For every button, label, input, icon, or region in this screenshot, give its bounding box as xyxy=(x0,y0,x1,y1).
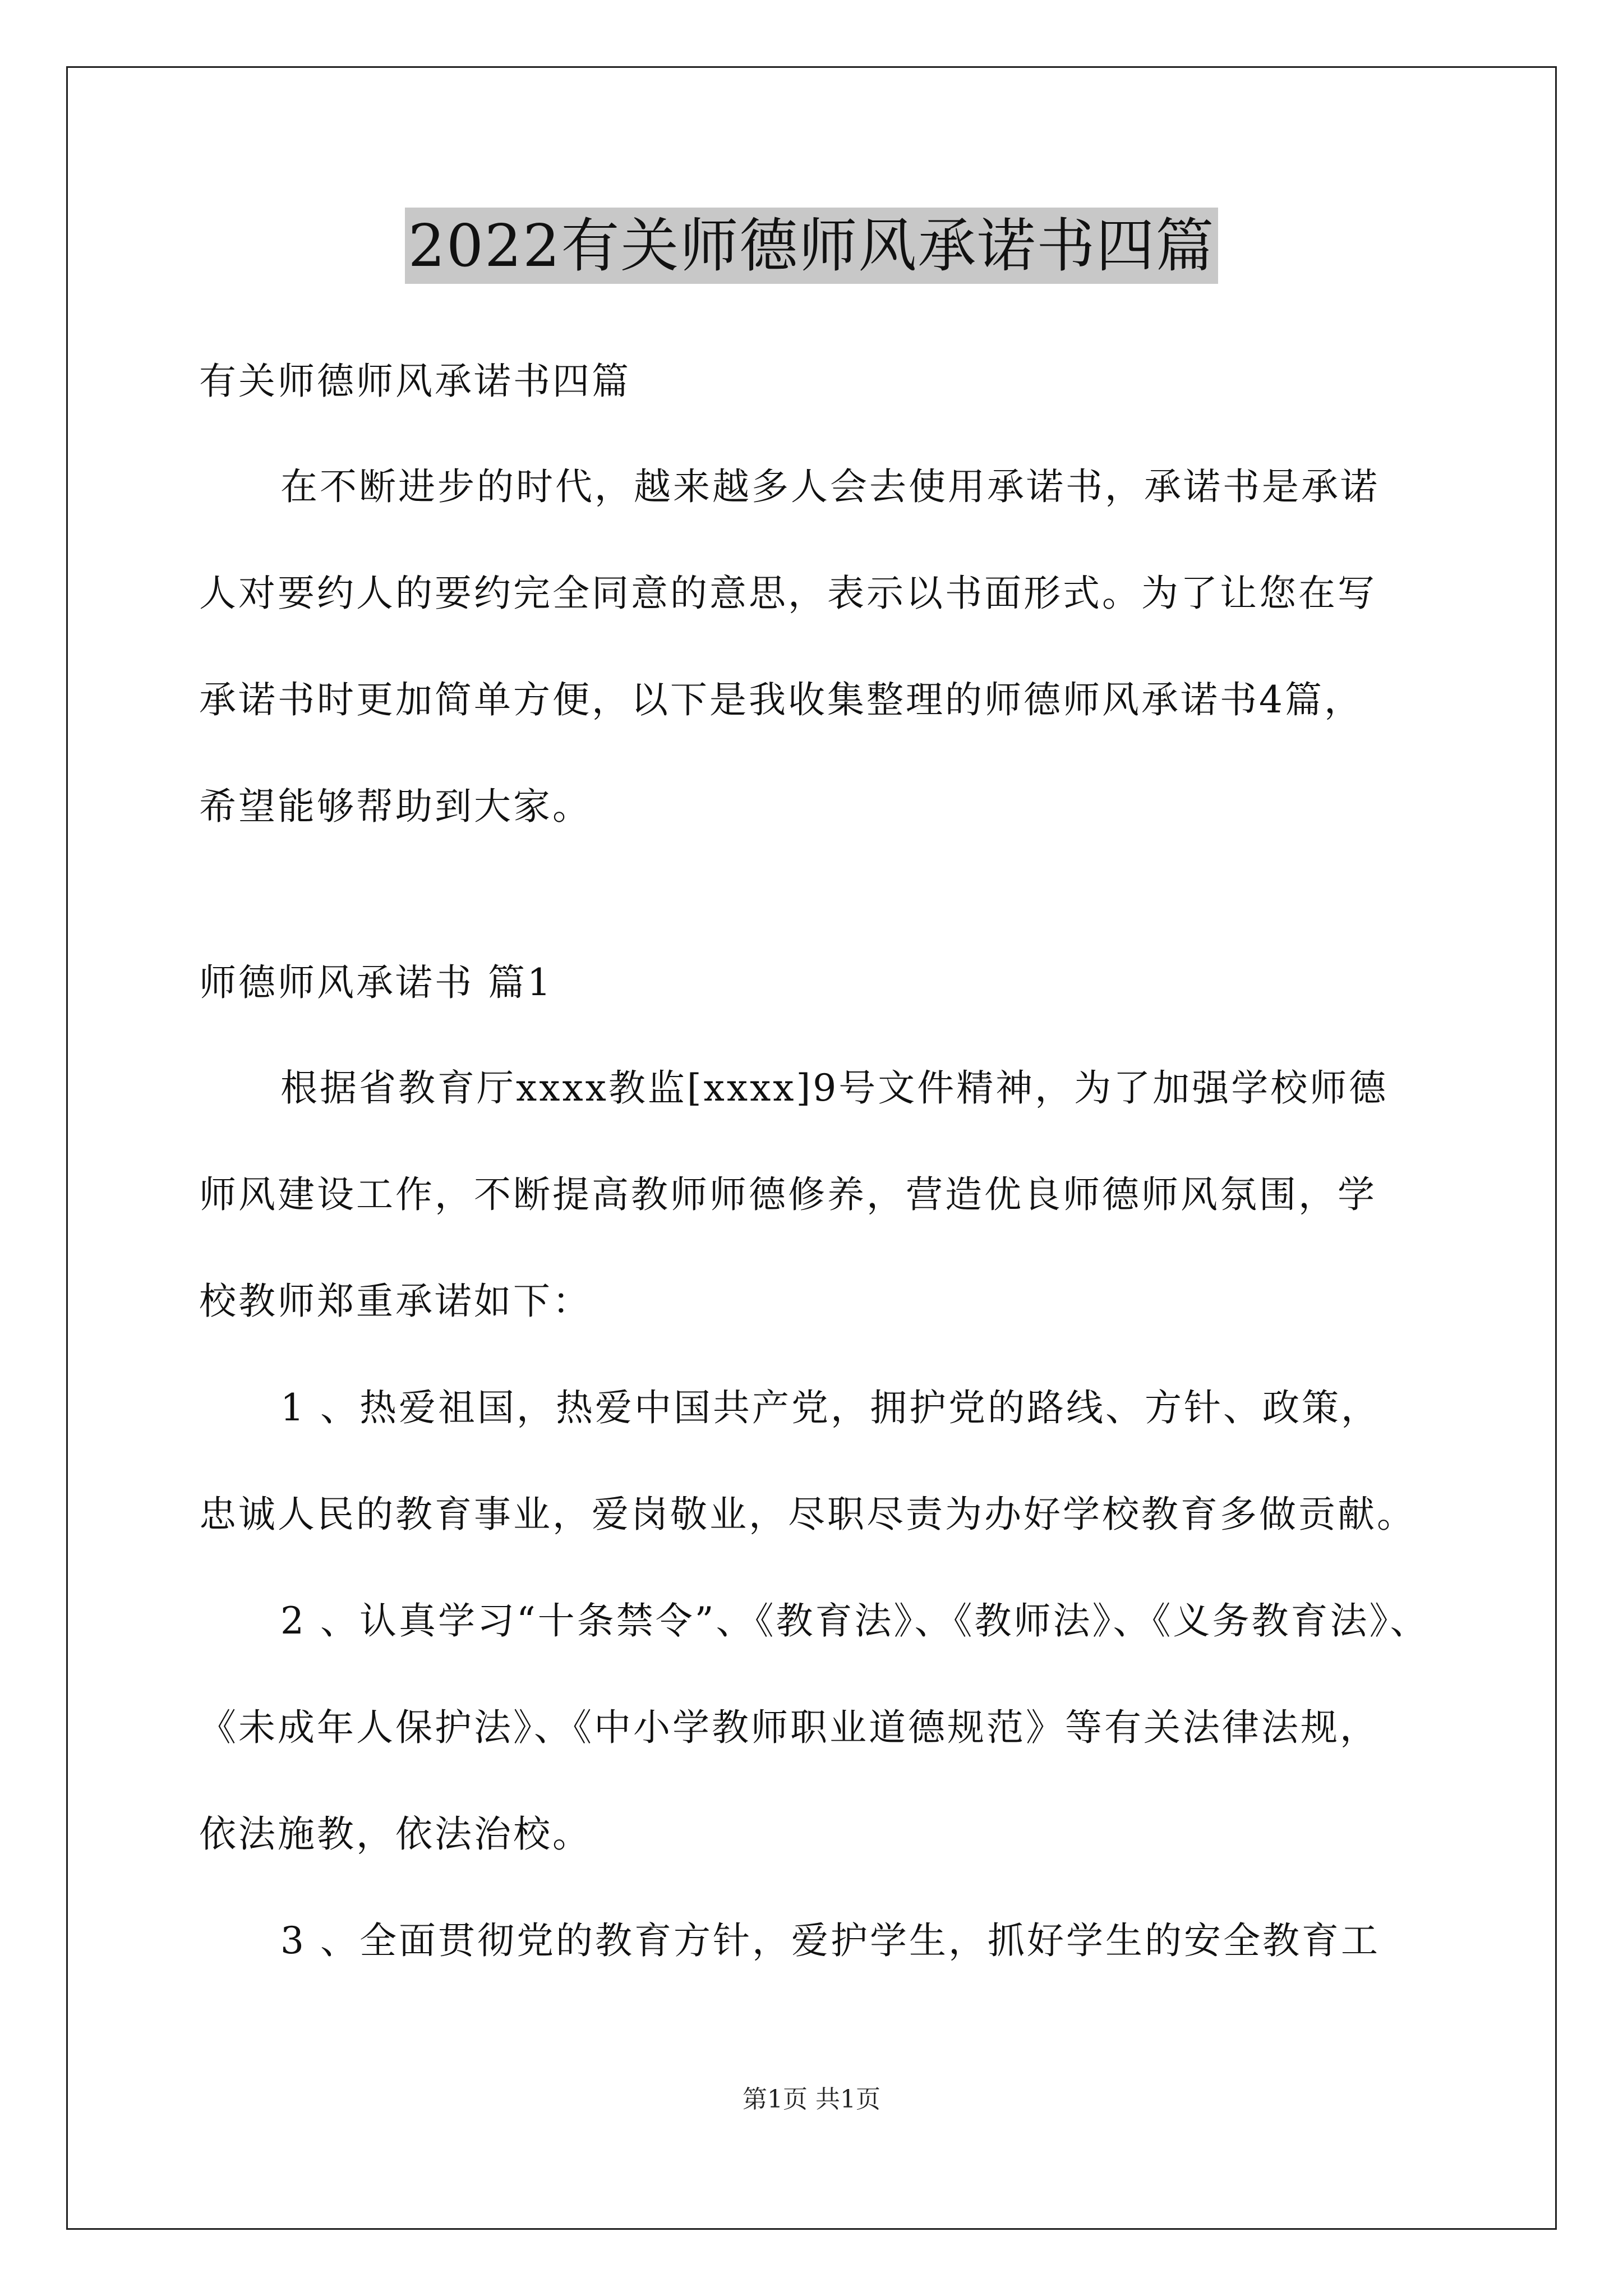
body-line-1: 根据省教育厅xxxx教监[xxxx]9号文件精神，为了加强学校师德 xyxy=(280,1066,1389,1110)
body-line-9: 3 、全面贯彻党的教育方针，爱护学生，抓好学生的安全教育工 xyxy=(280,1919,1380,1962)
intro-line-3: 承诺书时更加简单方便，以下是我收集整理的师德师风承诺书4篇， xyxy=(199,678,1363,721)
body-line-3: 校教师郑重承诺如下： xyxy=(199,1280,592,1323)
title-container xyxy=(0,208,1623,284)
document-title: 2022有关师德师风承诺书四篇 xyxy=(405,208,1219,284)
page-footer: 第1页 共1页 xyxy=(743,2085,880,2114)
body-line-7: 《未成年人保护法》、《中小学教师职业道德规范》等有关法律法规， xyxy=(199,1706,1379,1749)
section-heading: 师德师风承诺书 篇1 xyxy=(199,961,553,1004)
intro-line-1: 在不断进步的时代，越来越多人会去使用承诺书，承诺书是承诺 xyxy=(280,465,1380,508)
intro-line-4: 希望能够帮助到大家。 xyxy=(199,785,592,828)
document-subtitle: 有关师德师风承诺书四篇 xyxy=(199,360,631,403)
body-line-8: 依法施教，依法治校。 xyxy=(199,1812,592,1856)
intro-line-2: 人对要约人的要约完全同意的意思，表示以书面形式。为了让您在写 xyxy=(199,572,1377,615)
body-line-2: 师风建设工作，不断提高教师师德修养，营造优良师德师风氛围，学 xyxy=(199,1173,1377,1216)
body-line-5: 忠诚人民的教育事业，爱岗敬业，尽职尽责为办好学校教育多做贡献。 xyxy=(199,1493,1416,1536)
body-line-4: 1 、热爱祖国，热爱中国共产党，拥护党的路线、方针、政策， xyxy=(280,1386,1380,1429)
body-line-6: 2 、认真学习“十条禁令”、《教育法》、《教师法》、《义务教育法》、 xyxy=(280,1599,1430,1642)
